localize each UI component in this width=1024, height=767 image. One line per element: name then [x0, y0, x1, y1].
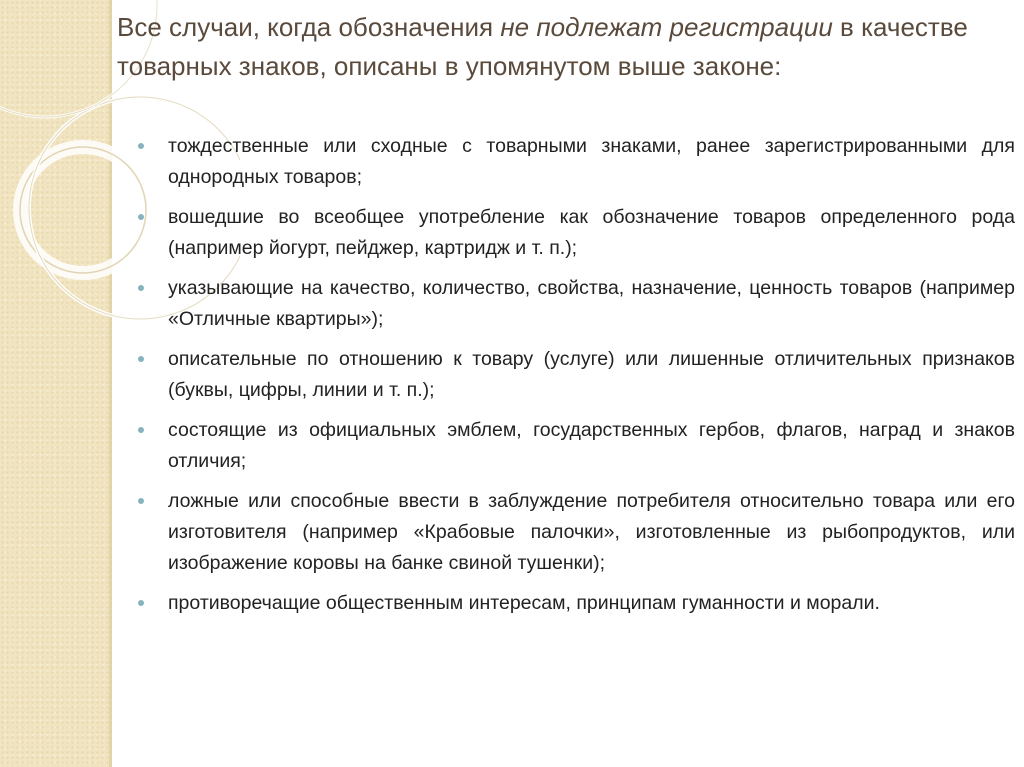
bullet-dot-icon	[138, 285, 144, 291]
bullet-text: указывающие на качество, количество, свойства, назначение, ценность товаров (например «Отличные квартиры»);	[168, 277, 1015, 330]
bullet-item	[138, 486, 1015, 579]
bullet-dot-icon	[138, 143, 144, 149]
bullet-item	[138, 202, 1015, 264]
bullet-list	[138, 131, 1015, 628]
bullet-dot-icon	[138, 498, 144, 504]
bullet-dot-icon	[138, 427, 144, 433]
slide-title	[117, 8, 1012, 86]
bullet-dot-icon	[138, 214, 144, 220]
bullet-item	[138, 273, 1015, 335]
bullet-text: противоречащие общественным интересам, принципам гуманности и морали.	[168, 592, 880, 614]
bullet-text: вошедшие во всеобщее употребление как обозначение товаров определенного рода (например йогурт, пейджер, картридж и т. п.);	[168, 206, 1015, 259]
bullet-item	[138, 131, 1015, 193]
bullet-text: тождественные или сходные с товарными знаками, ранее зарегистрированными для однородных товаров;	[168, 135, 1015, 188]
bullet-item	[138, 415, 1015, 477]
bullet-item	[138, 344, 1015, 406]
title-emphasis: не подлежат регистрации	[500, 12, 833, 42]
bullet-text: ложные или способные ввести в заблуждение потребителя относительно товара или его изготовителя (например «Крабовые палочки», изготовленные из рыбопродуктов, или изображение коровы на банке свиной тушенки);	[168, 490, 1015, 574]
bullet-item	[138, 588, 1015, 619]
bullet-dot-icon	[138, 356, 144, 362]
title-part-1: Все случаи, когда обозначения	[117, 12, 501, 42]
decorative-side-band	[0, 0, 112, 767]
bullet-text: описательные по отношению к товару (услуге) или лишенные отличительных признаков (буквы, цифры, линии и т. п.);	[168, 348, 1015, 401]
bullet-dot-icon	[138, 600, 144, 606]
title-part-2: в качестве товарных знаков, описаны в упомянутом выше законе:	[117, 12, 968, 81]
bullet-text: состоящие из официальных эмблем, государственных гербов, флагов, наград и знаков отличия;	[168, 419, 1015, 472]
